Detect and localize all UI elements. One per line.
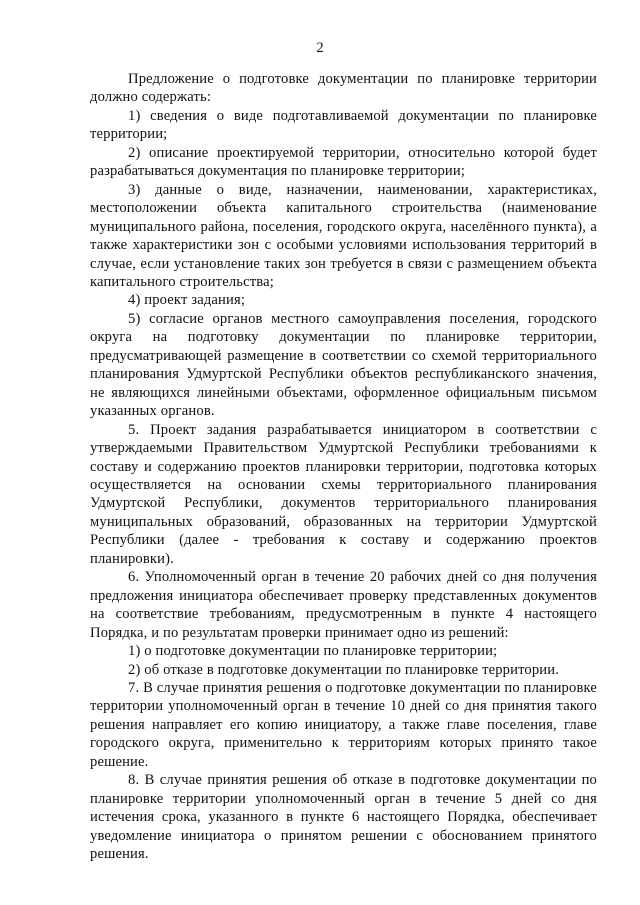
page-number: 2 [316,40,324,56]
clause-8: 8. В случае принятия решения об отказе в подготовке документации по планировке территории уполномоченный орган в течение 5 дней со дня истечения срока, указанного в пункте 6 настоящего Порядка, обеспечивает уведомление инициатора о принятом решении с обоснованием принятого решения. [90,772,597,863]
clause-5: 5. Проект задания разрабатывается инициатором в соответствии с утверждаемыми Правительством Удмуртской Республики требованиями к составу и содержанию проектов планировки территории, подготовка которых осуществляется на основании схемы территориального планирования Удмуртской Республики, документов территориального планирования муниципальных образований, образованных на территории Удмуртской Республики (далее - требования к составу и содержанию проектов планировки). [90,421,597,567]
list-item-2-territory-description: 2) описание проектируемой территории, относительно которой будет разрабатываться документация по планировке территории; [90,144,597,180]
clause-7: 7. В случае принятия решения о подготовке документации по планировке территории уполномоченный орган в течение 10 дней со дня принятия такого решения направляет его копию инициатору, а также главе поселения, главе городского округа, применительно к территориям которых принято такое решение. [90,679,597,770]
paragraph-intro: Предложение о подготовке документации по планировке территории должно содержать: [90,71,597,106]
decision-option-2: 2) об отказе в подготовке документации по планировке территории. [128,661,560,678]
list-item-4-task-project: 4) проект задания; [128,292,246,309]
list-item-3-object-data: 3) данные о виде, назначении, наименовании, характеристиках, местоположении объекта капитального строительства (наименование муниципального района, поселения, городского округа, населённого пункта), а также характеристики зон с особыми условиями использования территорий в случае, если установление таких зон требуется в связи с размещением объекта капитального строительства; [90,181,597,290]
decision-option-1: 1) о подготовке документации по планировке территории; [128,643,498,660]
list-item-1-document-type: 1) сведения о виде подготавливаемой документации по планировке территории; [90,107,597,143]
clause-6: 6. Уполномоченный орган в течение 20 рабочих дней со дня получения предложения инициатора обеспечивает проверку представленных документов на соответствие требованиям, предусмотренным в пункте 4 настоящего Порядка, и по результатам проверки принимает одно из решений: [90,569,597,641]
document-body [90,70,597,863]
list-item-5-consent: 5) согласие органов местного самоуправления поселения, городского округа на подготовку документации по планировке территории, предусматривающей размещение в соответствии со схемой территориального планирования Удмуртской Республики объектов республиканского значения, не являющихся линейными объектами, оформленное официальным письмом указанных органов. [90,310,597,420]
